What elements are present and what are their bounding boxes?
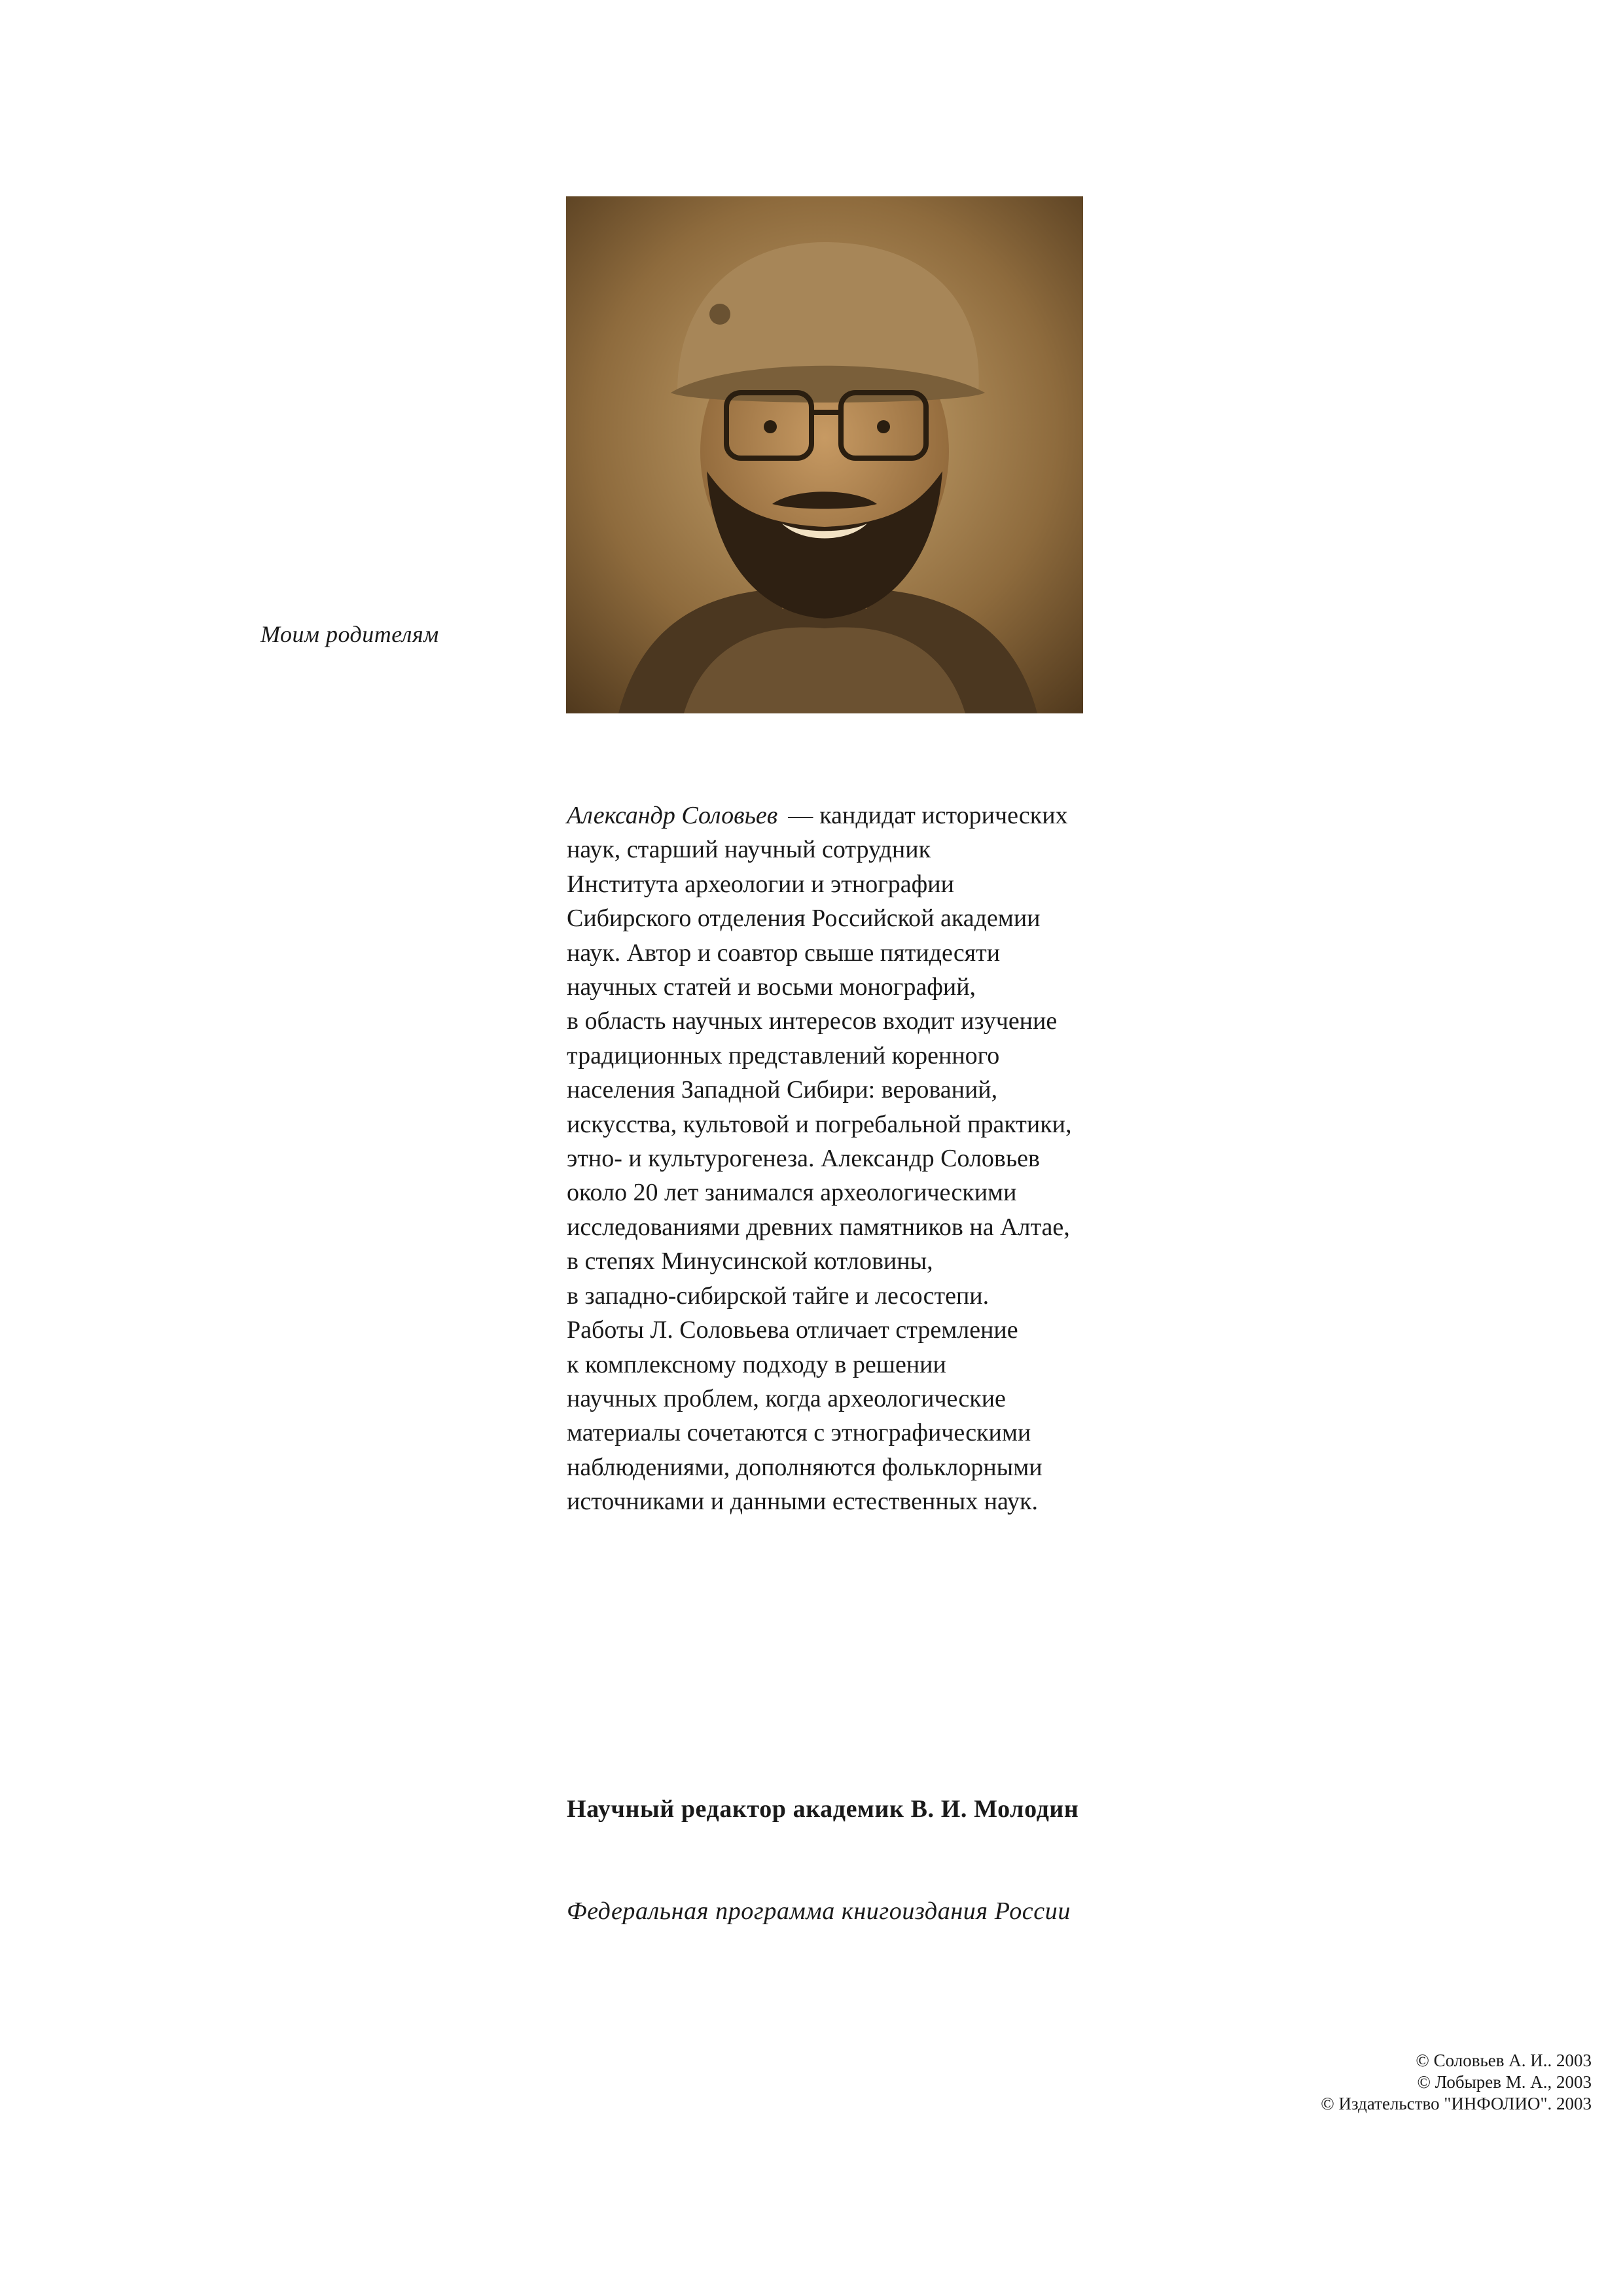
bio-line: наук. Автор и соавтор свыше пятидесяти: [567, 939, 1001, 967]
bio-line: традиционных представлений коренного: [567, 1041, 1000, 1069]
bio-line: этно- и культурогенеза. Александр Соловьев: [567, 1145, 1040, 1173]
copyright-line: © Лобырев М. А., 2003: [1417, 2072, 1592, 2092]
bio-line-first: [567, 798, 1182, 833]
bio-line: кандидат исторических: [819, 802, 1068, 829]
dedication: Моим родителям: [260, 621, 439, 647]
bio-line: Работы Л. Соловьева отличает стремление: [567, 1316, 1018, 1344]
bio-line: научных проблем, когда археологические: [567, 1384, 1006, 1412]
bio-line: материалы сочетаются с этнографическими: [567, 1419, 1031, 1447]
bio-line: наук, старший научный сотрудник: [567, 836, 931, 864]
bio-line: источниками и данными естественных наук.: [567, 1488, 1038, 1516]
portrait-illustration: [566, 196, 1083, 713]
copyright-block: [1003, 2050, 1592, 2115]
copyright-line: © Соловьев А. И.. 2003: [1416, 2051, 1592, 2070]
bio-line: около 20 лет занимался археологическими: [567, 1179, 1017, 1207]
bio-line: в степях Минусинской котловины,: [567, 1247, 933, 1276]
bio-dash: —: [788, 802, 813, 829]
author-portrait-photo: [566, 196, 1083, 713]
bio-line: в западно-сибирской тайге и лесостепи.: [567, 1282, 990, 1310]
federal-program: Федеральная программа книгоиздания России: [567, 1897, 1071, 1925]
copyright-line: © Издательство "ИНФОЛИО". 2003: [1321, 2094, 1592, 2113]
bio-line: к комплексному подходу в решении: [567, 1350, 946, 1378]
author-biography: [567, 798, 1182, 1519]
author-name: Александр Соловьев: [567, 802, 778, 829]
bio-line: населения Западной Сибири: верований,: [567, 1076, 998, 1104]
bio-line: исследованиями древних памятников на Алтае,: [567, 1213, 1070, 1241]
bio-line: наблюдениями, дополняются фольклорными: [567, 1453, 1043, 1481]
bio-line: Сибирского отделения Российской академии: [567, 905, 1041, 933]
bio-line: Института археологии и этнографии: [567, 870, 954, 898]
scientific-editor: Научный редактор академик В. И. Молодин: [567, 1795, 1079, 1823]
bio-line: в область научных интересов входит изучение: [567, 1007, 1058, 1035]
bio-line: искусства, культовой и погребальной практики,: [567, 1110, 1072, 1138]
bio-line: научных статей и восьми монографий,: [567, 973, 976, 1001]
